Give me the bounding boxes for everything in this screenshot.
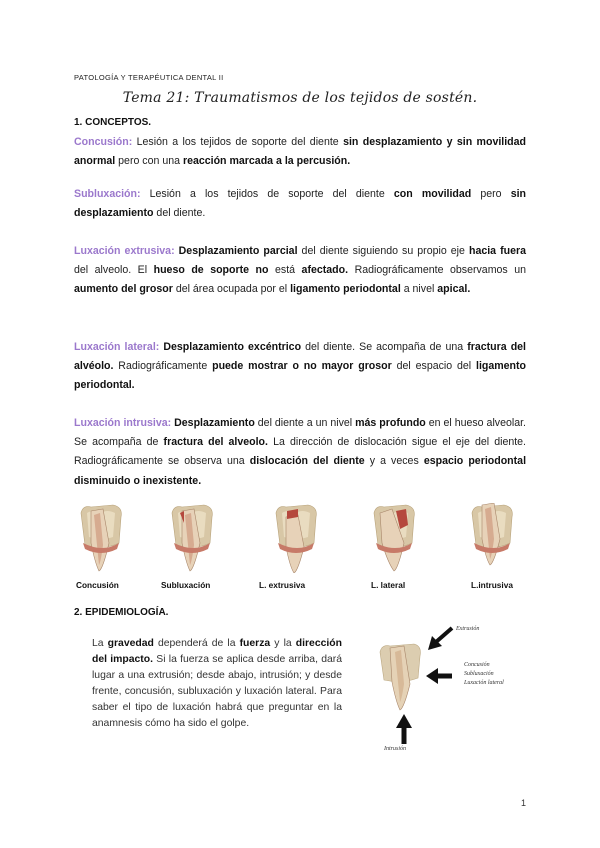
bold-text: dirección del impacto. <box>92 638 342 665</box>
course-header: PATOLOGÍA Y TERAPÉUTICA DENTAL II <box>74 73 224 82</box>
bold-text: fractura del alveolo. <box>163 436 268 449</box>
bold-text: con movilidad <box>393 188 472 200</box>
tooth-label-subluxacion: Subluxación <box>161 580 211 590</box>
tooth-label-lateral: L. lateral <box>371 580 406 590</box>
text: La <box>92 638 108 649</box>
term-lateral: Luxación lateral: <box>74 341 160 353</box>
text: Lesión a los tejidos de soporte del diente <box>132 136 344 148</box>
paragraph-extrusiva <box>74 242 526 300</box>
bold-text: Desplazamiento <box>171 417 255 429</box>
text: del diente. Se acompaña de una <box>301 341 468 353</box>
bold-text: afectado. <box>301 264 349 277</box>
paragraph-subluxacion <box>74 185 526 223</box>
arrow-extrusion-icon <box>428 628 452 650</box>
text: del espacio del <box>391 360 476 373</box>
diagram-label-top: Extrusión <box>456 626 480 632</box>
bold-text: apical. <box>437 283 471 296</box>
bold-text: fuerza <box>239 638 271 649</box>
tooth-label-extrusiva: L. extrusiva <box>259 580 306 590</box>
text: La dirección de dislocación sigue el eje del diente. Radiográficamente se observa una <box>74 436 527 468</box>
tooth-intrusiva-illustration <box>464 503 520 573</box>
arrow-lateral-icon <box>426 668 452 684</box>
bold-text: dislocación del diente <box>249 455 365 468</box>
term-subluxacion: Subluxación: <box>74 188 141 200</box>
text: Radiográficamente observamos un <box>348 264 526 277</box>
text: está <box>268 264 302 277</box>
diagram-label-concusion: Concusión <box>464 662 490 668</box>
text: y a veces <box>364 455 424 468</box>
section-heading-epidemiologia: 2. EPIDEMIOLOGÍA. <box>74 607 169 618</box>
tooth-label-intrusiva: L.intrusiva <box>471 580 513 590</box>
diagram-label-subluxacion: Subluxación <box>464 671 494 677</box>
diagram-label-lateral: Luxación lateral <box>464 680 504 686</box>
tooth-concusion-illustration <box>73 503 129 573</box>
text: del diente siguiendo su propio eje <box>297 245 469 257</box>
bold-text: Desplazamiento parcial <box>174 245 298 257</box>
tooth-label-concusion: Concusión <box>76 580 119 590</box>
text: del diente a un nivel <box>254 417 356 429</box>
bold-text: fractura del alvéolo. <box>74 341 527 373</box>
paragraph-concusion <box>74 133 526 171</box>
bold-text: puede mostrar o no mayor grosor <box>212 360 392 373</box>
section-heading-conceptos: 1. CONCEPTOS. <box>74 117 152 128</box>
force-diagram-graphic <box>370 622 530 754</box>
tooth-subluxacion-illustration <box>164 503 220 573</box>
bold-text: gravedad <box>107 638 154 649</box>
text: Radiográficamente <box>113 360 213 373</box>
text: Lesión a los tejidos de soporte del diente <box>140 188 394 200</box>
bold-text: aumento del grosor <box>74 283 173 296</box>
tooth-lateral-illustration <box>366 503 422 573</box>
bold-text: sin desplazamiento <box>74 188 526 220</box>
text: del alveolo. El <box>74 264 154 277</box>
page-title: Tema 21: Traumatismos de los tejidos de sostén. <box>122 90 478 106</box>
arrow-intrusion-icon <box>396 714 412 744</box>
term-concusion: Concusión: <box>74 136 133 148</box>
text: del diente. <box>153 207 206 220</box>
bold-text: hacia fuera <box>468 245 527 257</box>
bold-text: Desplazamiento excéntrico <box>159 341 302 353</box>
text: a nivel <box>400 283 438 296</box>
force-direction-diagram <box>370 622 530 754</box>
paragraph-epidemiologia <box>92 636 342 732</box>
bold-text: ligamento periodontal. <box>74 360 527 392</box>
term-extrusiva: Luxación extrusiva: <box>74 245 175 257</box>
bold-text: más profundo <box>355 417 426 429</box>
page-number: 1 <box>520 798 526 808</box>
term-intrusiva: Luxación intrusiva: <box>74 417 172 429</box>
text: pero <box>471 188 511 200</box>
bold-text: reacción marcada a la percusión. <box>182 155 351 168</box>
text: del área ocupada por el <box>172 283 291 296</box>
text: pero con una <box>115 155 183 168</box>
text: y la <box>270 638 296 649</box>
bold-text: ligamento periodontal <box>290 283 401 296</box>
paragraph-lateral <box>74 338 526 396</box>
tooth-extrusiva-illustration <box>268 503 324 573</box>
text: Si la fuerza se aplica desde arriba, dará lugar a una extrusión; desde abajo, intrusión; y desde frente, concusión, subluxación y luxación lateral. Para saber el tipo de luxación habrá que preguntar en la anamnesis cómo ha sido el golpe. <box>92 654 343 729</box>
bold-text: hueso de soporte no <box>153 264 269 277</box>
text: en el hueso alveolar. Se acompaña de <box>74 417 527 449</box>
bold-text: espacio periodontal disminuido o inexistente. <box>74 455 527 487</box>
text: dependerá de la <box>153 638 240 649</box>
diagram-label-bottom: Intrusión <box>384 746 407 752</box>
bold-text: sin desplazamiento y sin movilidad anormal <box>74 136 526 168</box>
paragraph-intrusiva <box>74 414 526 491</box>
